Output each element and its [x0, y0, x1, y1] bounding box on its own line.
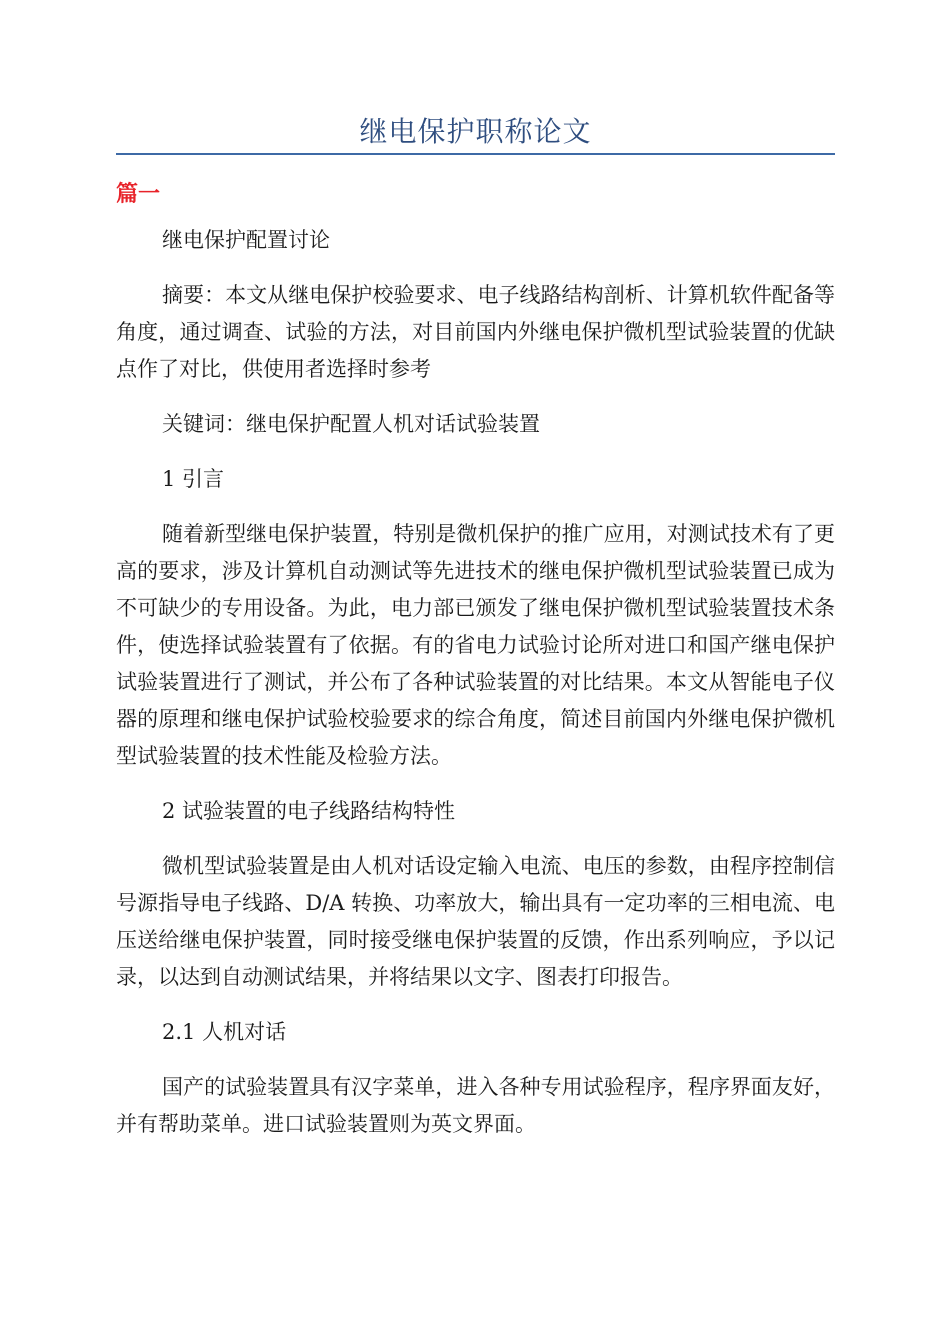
- keywords-line: 关键词：继电保护配置人机对话试验装置: [162, 412, 540, 436]
- section-heading: 2 试验装置的电子线路结构特性: [162, 799, 456, 823]
- document-title: 继电保护职称论文: [359, 115, 592, 148]
- document-body: [116, 222, 835, 1161]
- section-paragraph: 随着新型继电保护装置，特别是微机保护的推广应用，对测试技术有了更高的要求，涉及计算机自动测试等先进技术的继电保护微机型试验装置已成为不可缺少的专用设备。为此，电力部已颁发了继电保护微机型试验装置技术条件，使选择试验装置有了依据。有的省电力试验讨论所对进口和国产继电保护试验装置进行了测试，并公布了各种试验装置的对比结果。本文从智能电子仪器的原理和继电保护试验校验要求的综合角度，简述目前国内外继电保护微机型试验装置的技术性能及检验方法。: [116, 522, 835, 768]
- section-paragraph: 微机型试验装置是由人机对话设定输入电流、电压的参数，由程序控制信号源指导电子线路、D/A 转换、功率放大，输出具有一定功率的三相电流、电压送给继电保护装置，同时接受继电保护装置的反馈，作出系列响应，予以记录，以达到自动测试结果，并将结果以文字、图表打印报告。: [116, 854, 835, 989]
- abstract-paragraph: 摘要：本文从继电保护校验要求、电子线路结构剖析、计算机软件配备等角度，通过调查、试验的方法，对目前国内外继电保护微机型试验装置的优缺点作了对比，供使用者选择时参考: [116, 283, 835, 381]
- section-heading: 1 引言: [162, 467, 225, 491]
- section-heading: 2.1 人机对话: [162, 1020, 287, 1044]
- section-paragraph: 国产的试验装置具有汉字菜单，进入各种专用试验程序，程序界面友好，并有帮助菜单。进口试验装置则为英文界面。: [116, 1075, 835, 1136]
- section-label: 篇一: [116, 182, 161, 207]
- article-subtitle: 继电保护配置讨论: [162, 228, 330, 252]
- title-divider: [116, 153, 835, 155]
